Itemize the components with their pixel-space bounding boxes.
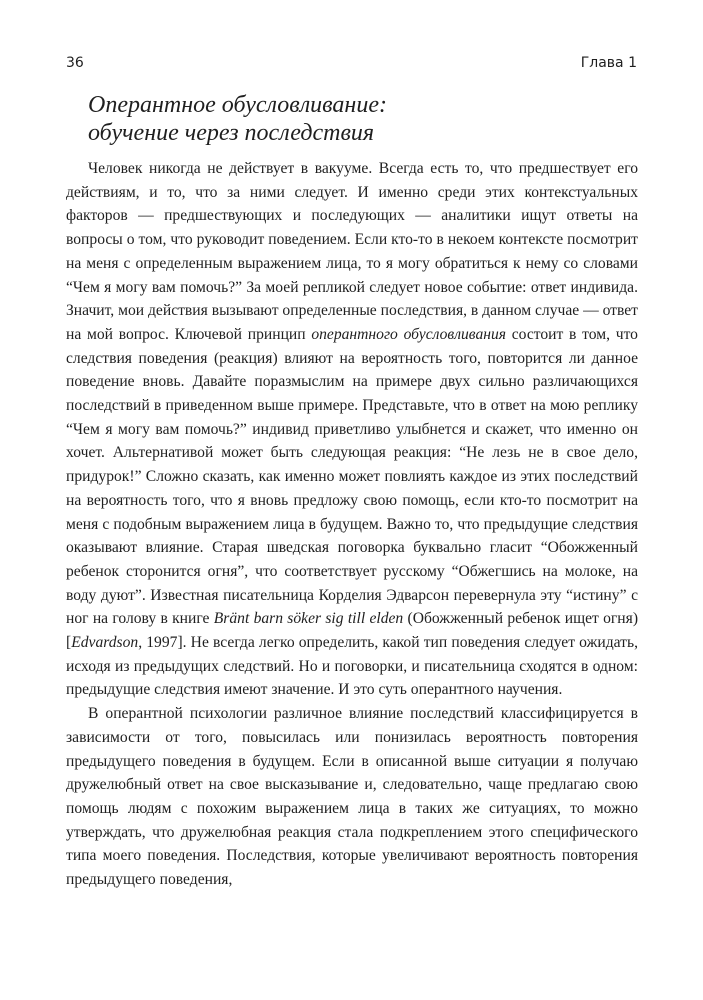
page-number: 36 bbox=[66, 55, 84, 71]
paragraph-2 bbox=[66, 702, 638, 892]
term-operant-conditioning: оперантного обусловливания bbox=[311, 325, 507, 343]
chapter-label: Глава 1 bbox=[580, 55, 637, 71]
paragraph-1 bbox=[66, 157, 638, 702]
section-title-line-2: обучение через последствия bbox=[88, 120, 375, 146]
paragraph-1-text-a: Человек никогда не действует в вакууме. Всегда есть то, что предшествует его действиям, и то, что за ними следует. И именно среди этих контекстуальных факторов — предшествующих и последующих — аналитики ищут ответы на вопросы о том, что руководит поведением. Если кто-то в некоем контексте посмотрит на меня с определенным выражением лица, то я могу обратиться к нему со словами “Чем я могу вам помочь?” За моей репликой следует новое событие: ответ индивида. Значит, мои действия вызывают определенные последствия, в данном случае — ответ на мой вопрос. Ключевой принцип bbox=[66, 160, 638, 343]
paragraph-1-text-c: (Обожженный ребенок ищет огня) [ bbox=[66, 610, 639, 652]
section-title bbox=[88, 91, 387, 147]
book-title: Bränt barn söker sig till elden bbox=[213, 610, 404, 628]
body-text bbox=[66, 157, 638, 892]
section-title-line-1: Оперантное обусловливание: bbox=[88, 92, 387, 118]
paragraph-2-text: В оперантной психологии различное влияние последствий классифицируется в зависимости от того, повысилась или понизилась вероятность повторения предыдущего поведения в будущем. Если в описанной выше ситуации я получаю дружелюбный ответ на свое высказывание и, следовательно, чаще предлагаю свою помощь людям с похожим выражением лица в таких же ситуациях, то можно утверждать, что дружелюбная реакция стала подкреплением этого специфического типа моего поведения. Последствия, которые увеличивают вероятность повторения предыдущего поведения, bbox=[66, 705, 638, 889]
paragraph-1-text-b: состоит в том, что следствия поведения (реакция) влияют на вероятность того, повторится ли данное поведение вновь. Давайте поразмыслим на примере двух сильно различающихся последствий в приведенном выше примере. Представьте, что в ответ на мою реплику “Чем я могу вам помочь?” индивид приветливо улыбнется и скажет, что именно он хочет. Альтернативой может быть следующая реакция: “Не лезь не в свое дело, придурок!” Сложно сказать, как именно может повлиять каждое из этих последствий на вероятность того, что я вновь предложу свою помощь, если кто-то посмотрит на меня с подобным выражением лица в будущем. Важно то, что предыдущие следствия оказывают влияние. Старая шведская поговорка буквально гласит “Обожженный ребенок сторонится огня”, что соответствует русскому “Обжегшись на молоке, на воду дуют”. Известная писательница Корделия Эдварсон перевернула эту “истину” с ног на голову в книге bbox=[66, 325, 638, 628]
paragraph-1-text-d: , 1997]. Не всегда легко определить, какой тип поведения следует ожидать, исходя из предыдущих следствий. Но и поговорки, и писательница сходятся в одном: предыдущие следствия имеют значение. И это суть оперантного научения. bbox=[66, 634, 638, 699]
citation-author: Edvardson bbox=[71, 634, 139, 652]
